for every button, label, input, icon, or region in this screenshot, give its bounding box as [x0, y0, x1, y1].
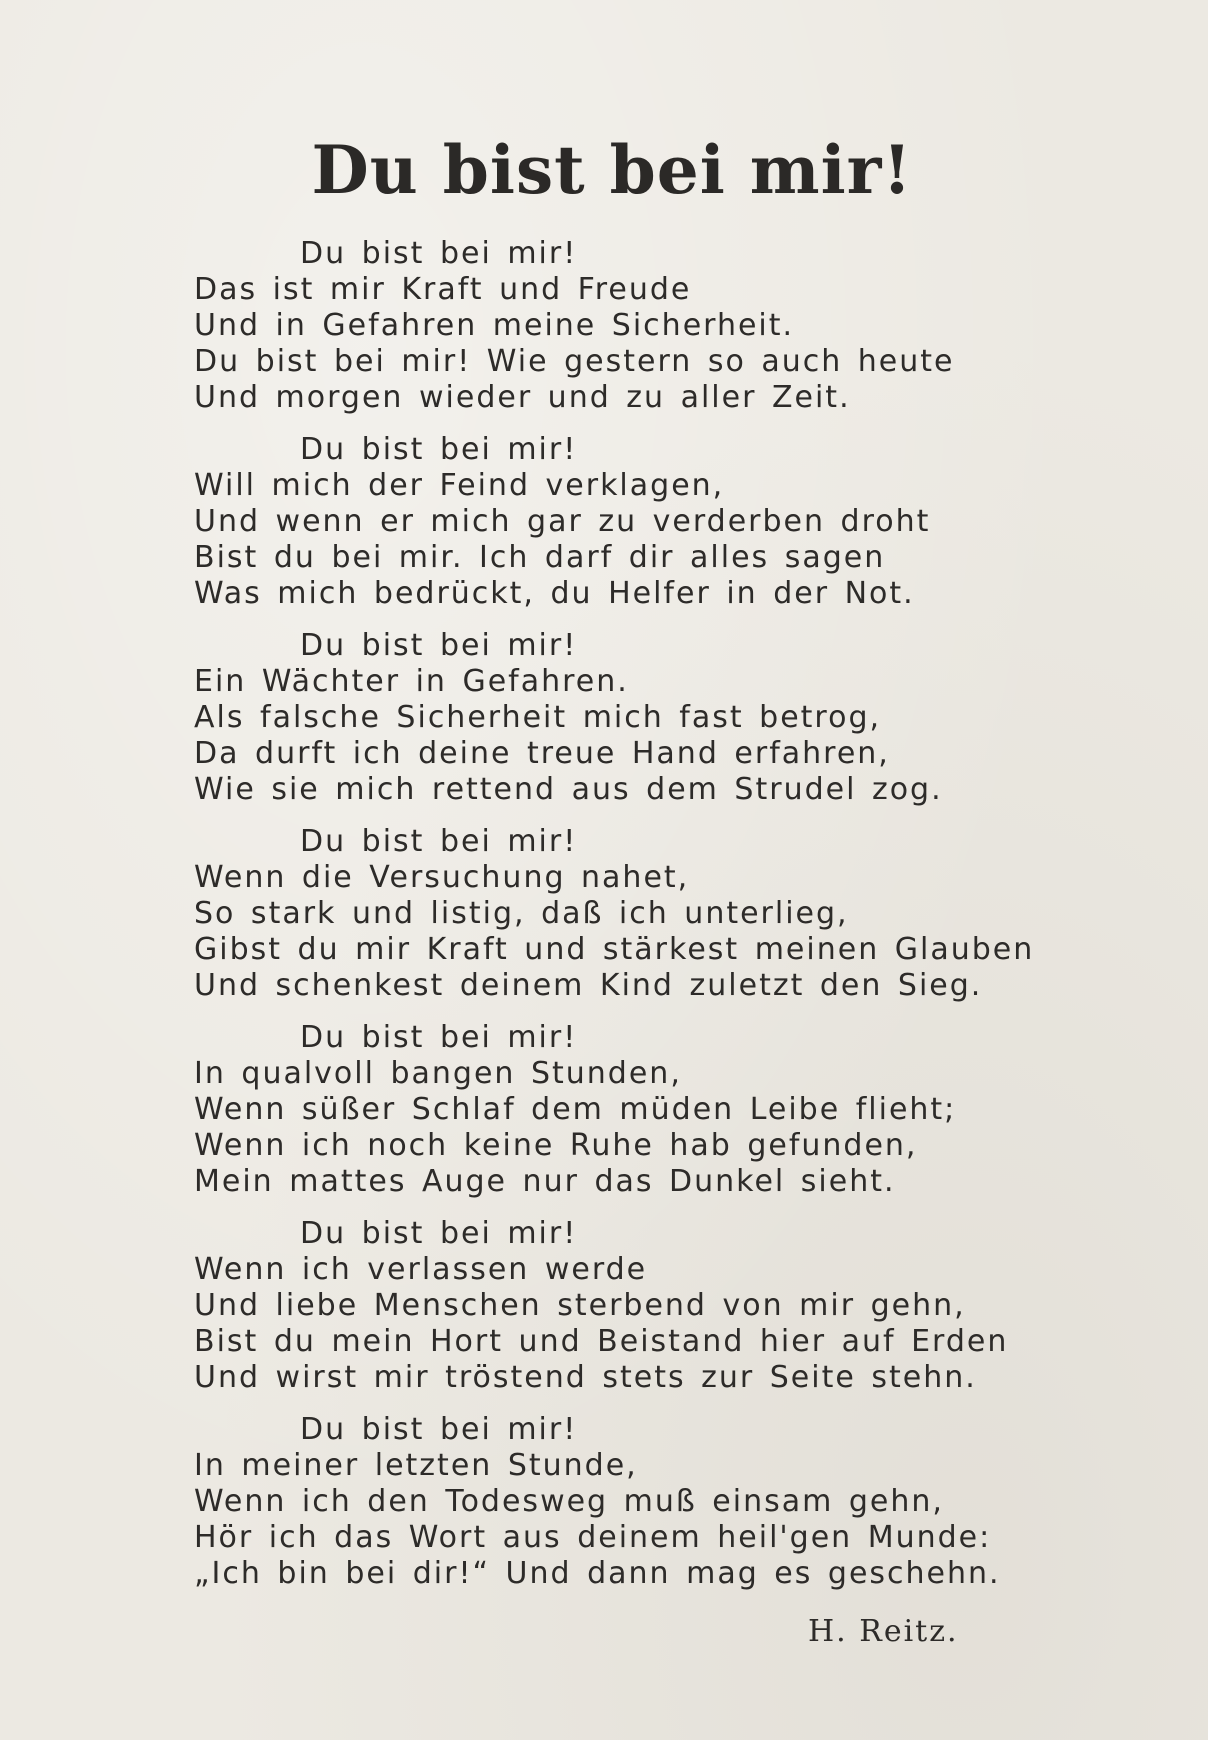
poem-line: Du bist bei mir! Wie gestern so auch heute: [194, 344, 955, 379]
stanza-3: [194, 628, 1074, 807]
author-signature: H. Reitz.: [808, 1614, 959, 1649]
poem-line: Wie sie mich rettend aus dem Strudel zog.: [194, 772, 943, 807]
poem-line: In meiner letzten Stunde,: [194, 1448, 638, 1483]
stanza-1: [194, 236, 1074, 415]
stanza-5: [194, 1020, 1074, 1199]
stanza-refrain: Du bist bei mir!: [300, 1020, 578, 1055]
stanza-7: [194, 1412, 1074, 1591]
poem-line: Bist du mein Hort und Beistand hier auf Erden: [194, 1324, 1009, 1359]
poem-line: Wenn ich den Todesweg muß einsam gehn,: [194, 1484, 944, 1519]
poem-line: Und morgen wieder und zu aller Zeit.: [194, 380, 851, 415]
poem-line: In qualvoll bangen Stunden,: [194, 1056, 682, 1091]
poem-line: So stark und listig, daß ich unterlieg,: [194, 896, 849, 931]
poem-line: Wenn ich verlassen werde: [194, 1252, 648, 1287]
stanza-refrain: Du bist bei mir!: [300, 1412, 578, 1447]
poem-line: Das ist mir Kraft und Freude: [194, 272, 692, 307]
poem-line: Als falsche Sicherheit mich fast betrog,: [194, 700, 882, 735]
stanza-refrain: Du bist bei mir!: [300, 432, 578, 467]
stanza-refrain: Du bist bei mir!: [300, 236, 578, 271]
poem-line: Ein Wächter in Gefahren.: [194, 664, 629, 699]
poem-body: [194, 236, 1074, 1608]
poem-line: Wenn die Versuchung nahet,: [194, 860, 690, 895]
stanza-refrain: Du bist bei mir!: [300, 824, 578, 859]
poem-title: Du bist bei mir!: [311, 131, 913, 209]
poem-line: Und wirst mir tröstend stets zur Seite stehn.: [194, 1360, 977, 1395]
poem-line: Mein mattes Auge nur das Dunkel sieht.: [194, 1164, 896, 1199]
poem-line: Bist du bei mir. Ich darf dir alles sagen: [194, 540, 886, 575]
poem-line: Und schenkest deinem Kind zuletzt den Sieg.: [194, 968, 983, 1003]
poem-line: Was mich bedrückt, du Helfer in der Not.: [194, 576, 915, 611]
poem-line: Will mich der Feind verklagen,: [194, 468, 725, 503]
stanza-2: [194, 432, 1074, 611]
stanza-4: [194, 824, 1074, 1003]
poem-line: Und wenn er mich gar zu verderben droht: [194, 504, 931, 539]
poem-line: „Ich bin bei dir!“ Und dann mag es geschehn.: [194, 1556, 1001, 1591]
poem-line: Wenn süßer Schlaf dem müden Leibe flieht;: [194, 1092, 957, 1127]
poem-line: Wenn ich noch keine Ruhe hab gefunden,: [194, 1128, 918, 1163]
poem-line: Da durft ich deine treue Hand erfahren,: [194, 736, 890, 771]
stanza-refrain: Du bist bei mir!: [300, 1216, 578, 1251]
stanza-6: [194, 1216, 1074, 1395]
poem-line: Hör ich das Wort aus deinem heil'gen Munde:: [194, 1520, 992, 1555]
poem-line: Und liebe Menschen sterbend von mir gehn,: [194, 1288, 966, 1323]
poem-line: Und in Gefahren meine Sicherheit.: [194, 308, 795, 343]
stanza-refrain: Du bist bei mir!: [300, 628, 578, 663]
poem-line: Gibst du mir Kraft und stärkest meinen Glauben: [194, 932, 1035, 967]
